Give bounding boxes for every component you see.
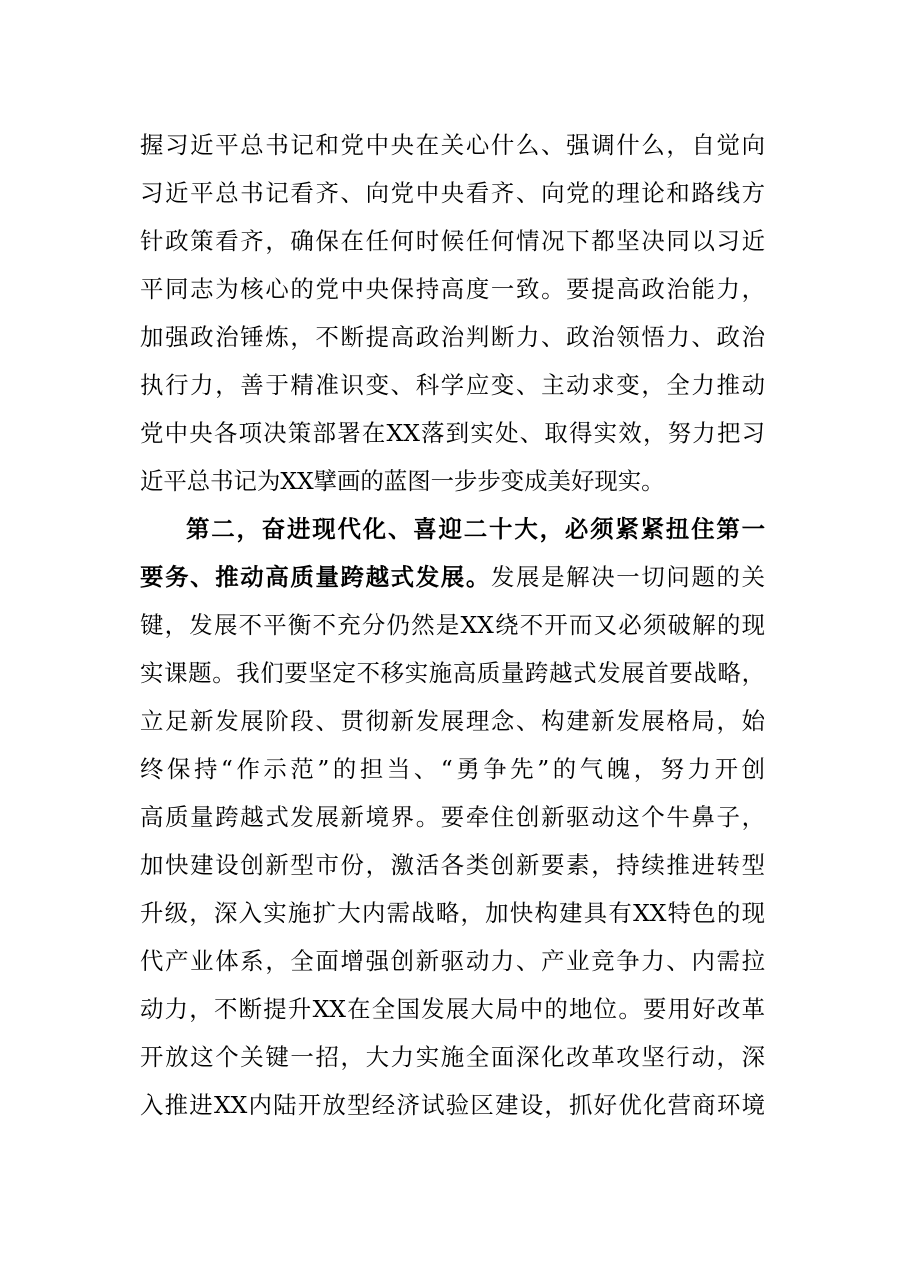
text-segment: 入推进XX内陆开放型经济试验区建设，抓好优化营商环境 <box>140 1091 765 1119</box>
section-heading-line <box>186 509 765 549</box>
section-heading-continuation: 要务、推动高质量跨越式发展。 <box>140 563 491 591</box>
text-line <box>140 173 765 213</box>
text-segment: 键，发展不平衡不充分仍然是XX绕不开而又必须破解的现 <box>140 611 765 639</box>
text-segment: 升级，深入实施扩大内需战略，加快构建具有XX特色的现 <box>140 899 765 927</box>
text-line <box>140 557 765 597</box>
section-heading: 第二，奋进现代化、喜迎二十大，必须紧紧扭住第一 <box>186 515 765 543</box>
text-line <box>140 605 765 645</box>
text-segment: 实课题。我们要坚定不移实施高质量跨越式发展首要战略， <box>140 659 765 687</box>
text-line <box>140 221 765 261</box>
text-segment: 党中央各项决策部署在XX落到实处、取得实效，努力把习 <box>140 419 765 447</box>
text-line <box>140 749 765 789</box>
text-line <box>140 1085 765 1125</box>
text-segment: 握习近平总书记和党中央在关心什么、强调什么，自觉向 <box>140 131 765 159</box>
text-line <box>140 125 765 165</box>
text-line <box>140 317 765 357</box>
text-line <box>140 893 765 933</box>
text-line <box>140 461 765 501</box>
text-line <box>140 989 765 1029</box>
text-segment: 立足新发展阶段、贯彻新发展理念、构建新发展格局，始 <box>140 707 765 735</box>
text-segment: 加强政治锤炼，不断提高政治判断力、政治领悟力、政治 <box>140 323 765 351</box>
text-segment: 近平总书记为XX擘画的蓝图一步步变成美好现实。 <box>140 467 665 495</box>
text-segment: 开放这个关键一招，大力实施全面深化改革攻坚行动，深 <box>140 1043 765 1071</box>
text-segment: 平同志为核心的党中央保持高度一致。要提高政治能力， <box>140 275 765 303</box>
text-line <box>140 701 765 741</box>
text-segment: 代产业体系，全面增强创新驱动力、产业竞争力、内需拉 <box>140 947 765 975</box>
text-line <box>140 269 765 309</box>
text-segment: 加快建设创新型市份，激活各类创新要素，持续推进转型 <box>140 851 765 879</box>
text-line <box>140 845 765 885</box>
text-line <box>140 365 765 405</box>
text-line <box>140 653 765 693</box>
text-segment: 发展是解决一切问题的关 <box>490 563 765 591</box>
text-segment: 习近平总书记看齐、向党中央看齐、向党的理论和路线方 <box>140 179 765 207</box>
text-line <box>140 1037 765 1077</box>
text-segment: 高质量跨越式发展新境界。要牵住创新驱动这个牛鼻子， <box>140 803 765 831</box>
text-segment: 针政策看齐，确保在任何时候任何情况下都坚决同以习近 <box>140 227 765 255</box>
text-line <box>140 941 765 981</box>
text-segment: 执行力，善于精准识变、科学应变、主动求变，全力推动 <box>140 371 765 399</box>
text-line <box>140 413 765 453</box>
text-line <box>140 797 765 837</box>
text-segment: 动力，不断提升XX在全国发展大局中的地位。要用好改革 <box>140 995 765 1023</box>
text-segment: 终保持“作示范”的担当、“勇争先”的气魄，努力开创 <box>140 755 765 783</box>
